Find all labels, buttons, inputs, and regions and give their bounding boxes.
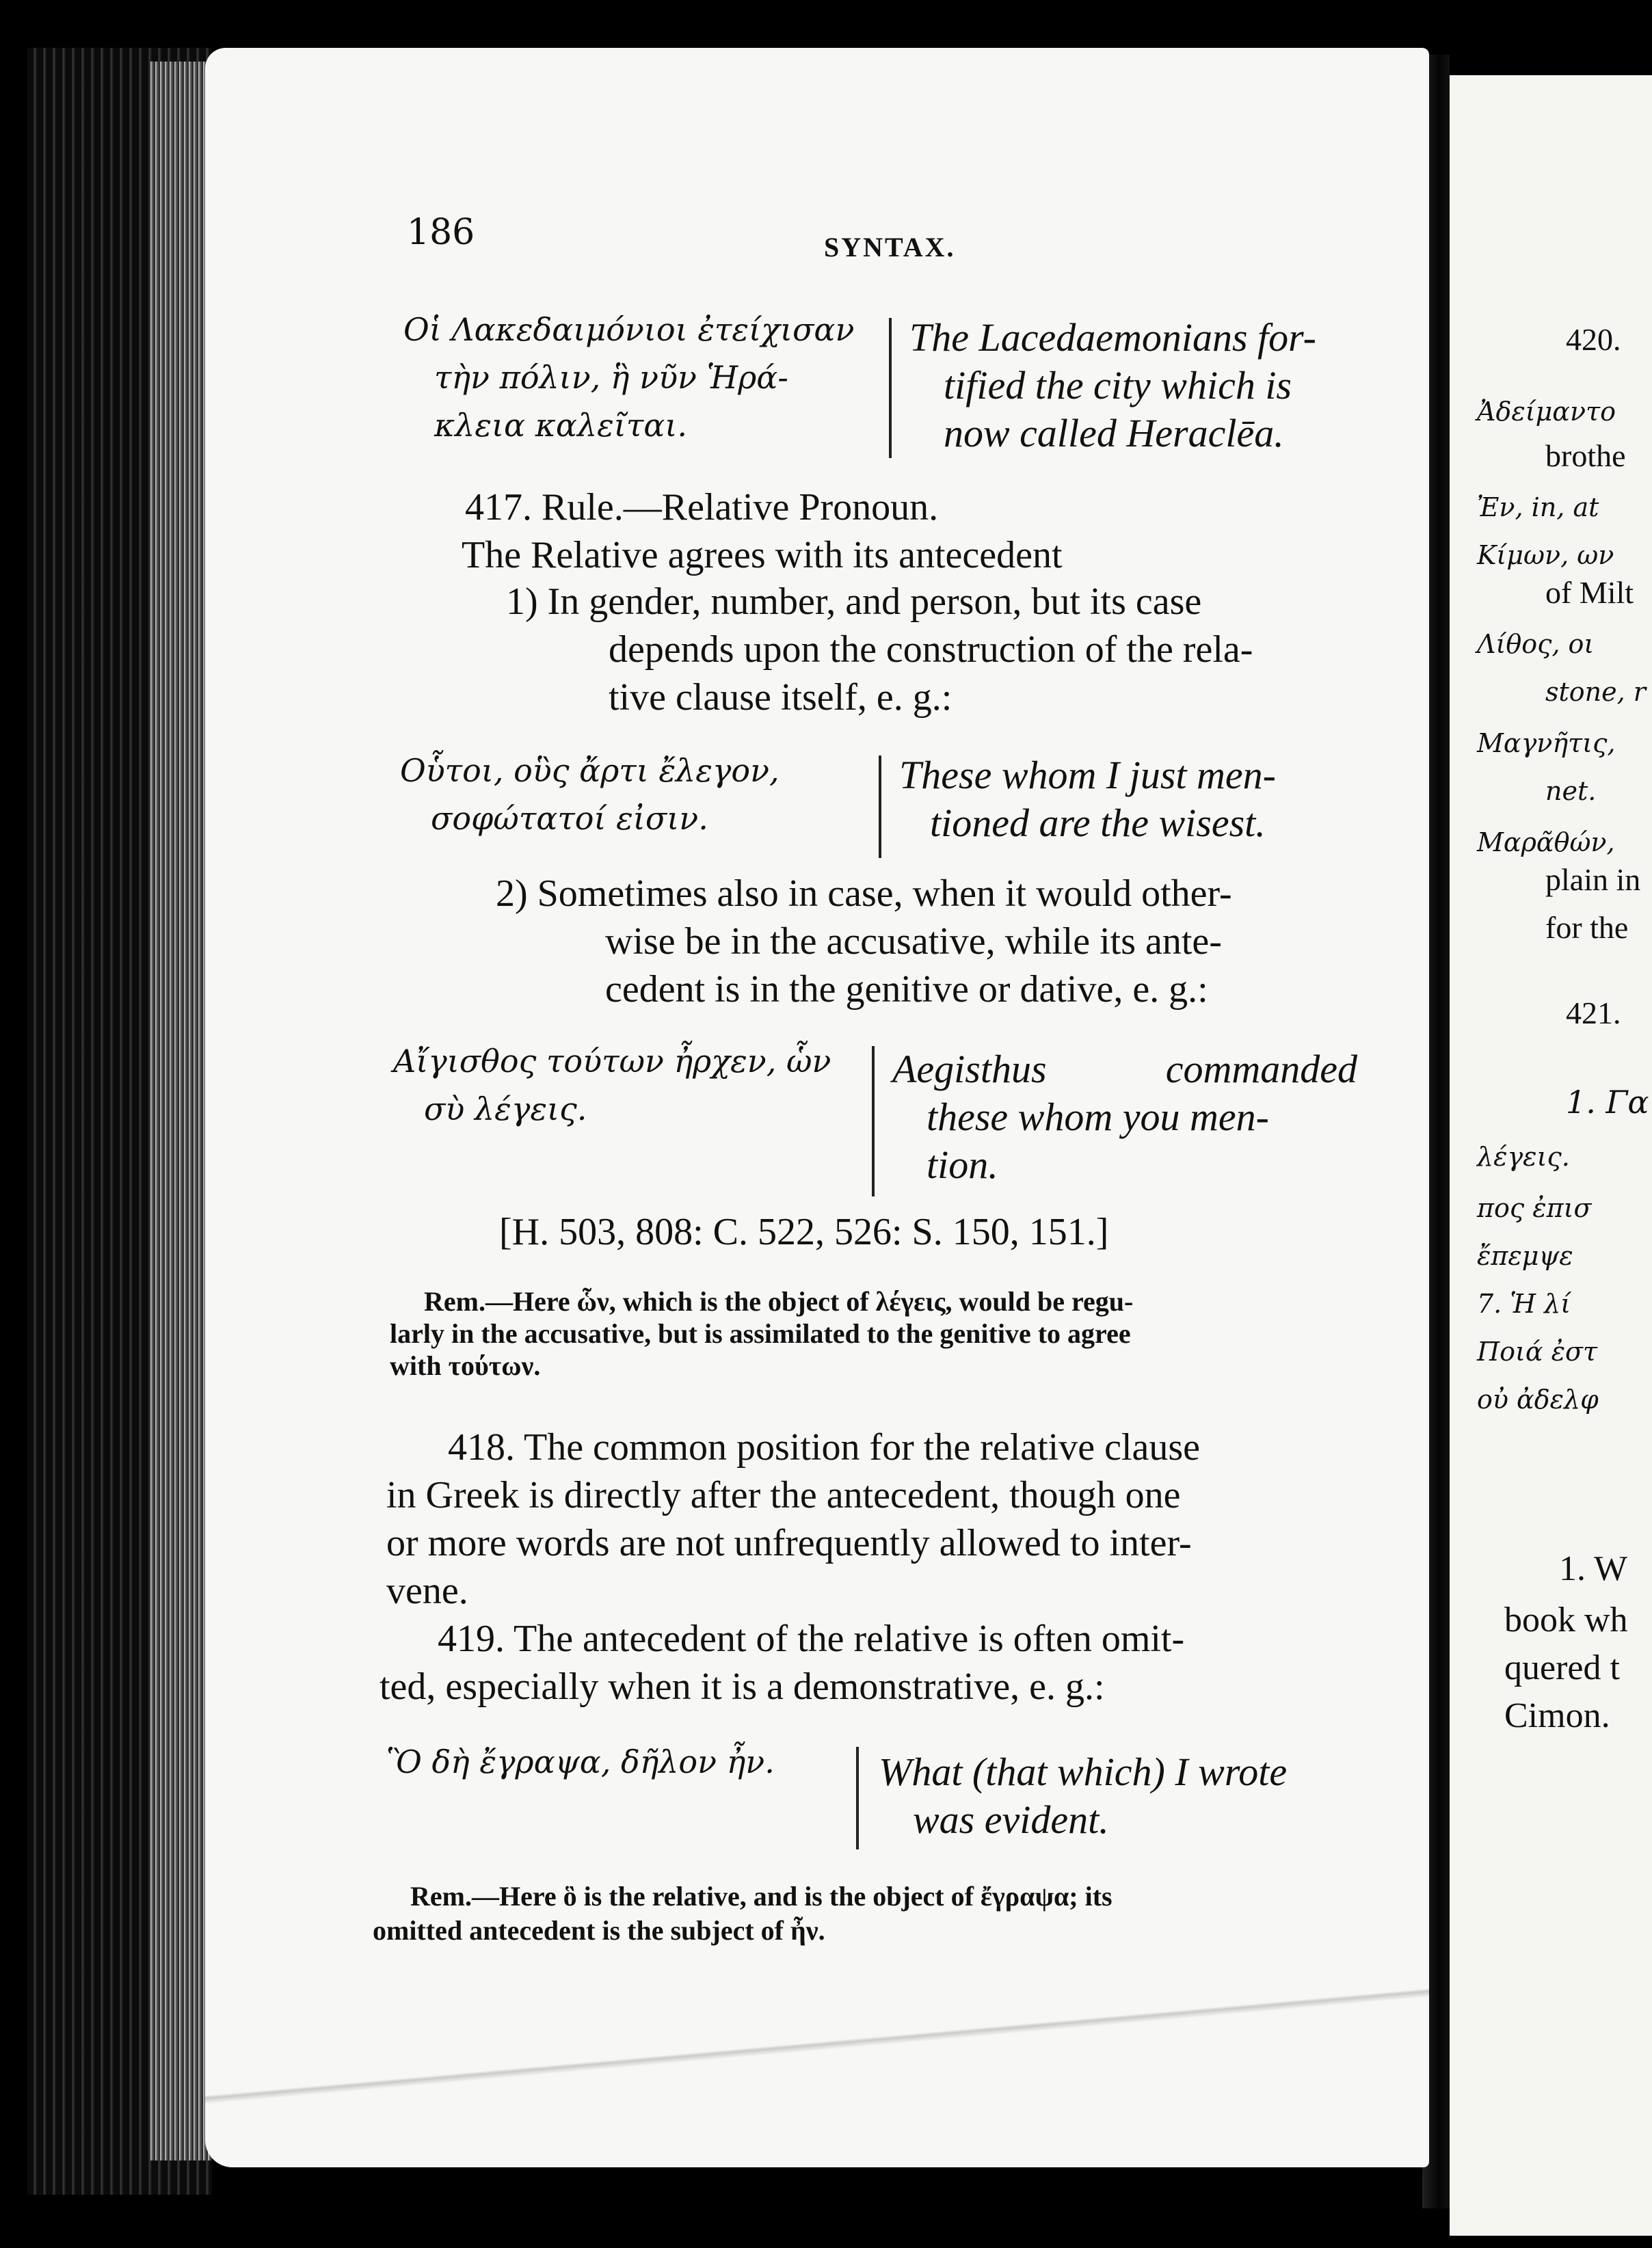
right-page-line: 1. W bbox=[1559, 1549, 1628, 1588]
right-page-line: quered t bbox=[1504, 1648, 1620, 1687]
right-page-line: πος ἐπισ bbox=[1477, 1193, 1592, 1223]
section-418-line: vene. bbox=[386, 1570, 468, 1612]
right-page-line: 420. bbox=[1566, 322, 1621, 357]
right-page-line: ἔπεμψε bbox=[1477, 1241, 1573, 1271]
section-418-line: 418. The common position for the relative clause bbox=[448, 1426, 1201, 1469]
rule-paragraph-line: 1) In gender, number, and person, but its case bbox=[506, 580, 1202, 623]
section-418-line: in Greek is directly after the antecedent, though one bbox=[386, 1474, 1181, 1516]
english-line: These whom I just men- bbox=[899, 753, 1276, 797]
greek-line: κλεια καλεῖται. bbox=[434, 407, 687, 444]
remark-line: omitted antecedent is the subject of ἦν. bbox=[373, 1915, 825, 1946]
right-page-line: λέγεις. bbox=[1477, 1142, 1570, 1172]
greek-line: σοφώτατοί εἰσιν. bbox=[431, 800, 708, 837]
section-418-line: or more words are not unfrequently allowed to inter- bbox=[386, 1522, 1192, 1564]
remark-line: Rem.—Here ὃ is the relative, and is the object of ἔγραψα; its bbox=[410, 1881, 1113, 1912]
right-page-line: Μαρᾶθών, bbox=[1477, 827, 1615, 857]
references: [H. 503, 808: C. 522, 526: S. 150, 151.] bbox=[499, 1211, 1109, 1253]
greek-line: Αἴγισθος τούτων ἦρχεν, ὧν bbox=[393, 1043, 831, 1080]
right-page-line: brothe bbox=[1545, 438, 1626, 473]
rule-intro: The Relative agrees with its antecedent bbox=[462, 534, 1063, 576]
right-page-line: Ποιά ἐστ bbox=[1477, 1337, 1598, 1367]
right-page-line: Μαγνῆτις, bbox=[1477, 728, 1616, 758]
page-edges-highlight bbox=[150, 62, 212, 2160]
right-page-line: stone, r bbox=[1545, 677, 1646, 707]
rule-paragraph-line: tive clause itself, e. g.: bbox=[609, 676, 952, 719]
english-line: tified the city which is bbox=[944, 363, 1292, 407]
english-line: now called Heraclēa. bbox=[944, 411, 1284, 455]
column-divider bbox=[879, 755, 881, 858]
right-page-line: Ἀδείμαντο bbox=[1477, 397, 1616, 427]
right-page-line: 421. bbox=[1566, 995, 1621, 1030]
remark-line: with τούτων. bbox=[390, 1350, 541, 1381]
right-page-line: plain in bbox=[1545, 862, 1641, 897]
right-page-line: Ἐν, in, at bbox=[1477, 492, 1599, 522]
right-page-line: Cimon. bbox=[1504, 1696, 1610, 1735]
section-419-line: 419. The antecedent of the relative is often omit- bbox=[438, 1618, 1185, 1660]
english-line: was evident. bbox=[913, 1797, 1109, 1842]
greek-line: Οὗτοι, οὓς ἄρτι ἔλεγον, bbox=[400, 752, 780, 789]
greek-line: Ὃ δὴ ἔγραψα, δῆλον ἦν. bbox=[386, 1743, 775, 1780]
remark-line: larly in the accusative, but is assimilated to the genitive to agree bbox=[390, 1318, 1131, 1349]
rule-paragraph-line: wise be in the accusative, while its ante- bbox=[605, 920, 1222, 963]
rule-paragraph-line: cedent is in the genitive or dative, e. g.: bbox=[605, 968, 1208, 1011]
right-page-line: book wh bbox=[1504, 1601, 1628, 1640]
greek-line: Οἱ Λακεδαιμόνιοι ἐτείχισαν bbox=[403, 311, 855, 348]
english-line: tion. bbox=[927, 1142, 998, 1187]
running-title: SYNTAX. bbox=[824, 232, 956, 263]
greek-line: τὴν πόλιν, ἣ νῦν Ἡρά- bbox=[434, 359, 788, 396]
right-page-line: Λίθος, οι bbox=[1477, 629, 1595, 659]
right-page-line: of Milt bbox=[1545, 575, 1634, 610]
english-line: these whom you men- bbox=[927, 1095, 1269, 1139]
left-page bbox=[205, 48, 1429, 2167]
right-page-line: Κίμων, ων bbox=[1477, 540, 1614, 570]
right-page-line: οὐ ἀδελφ bbox=[1477, 1384, 1599, 1415]
greek-line: σὺ λέγεις. bbox=[424, 1090, 587, 1127]
column-divider bbox=[889, 318, 892, 458]
english-line: What (that which) I wrote bbox=[879, 1750, 1288, 1794]
right-page-line: for the bbox=[1545, 910, 1629, 945]
english-line: Aegisthus commanded bbox=[892, 1047, 1357, 1091]
page-number: 186 bbox=[407, 212, 475, 253]
right-page bbox=[1450, 75, 1652, 2236]
remark-line: Rem.—Here ὧν, which is the object of λέγεις, would be regu- bbox=[424, 1286, 1134, 1317]
right-page-line: net. bbox=[1545, 776, 1597, 806]
column-divider bbox=[872, 1046, 875, 1196]
section-419-line: ted, especially when it is a demonstrative, e. g.: bbox=[379, 1665, 1105, 1708]
column-divider bbox=[856, 1747, 859, 1849]
rule-paragraph-line: 2) Sometimes also in case, when it would other- bbox=[496, 872, 1232, 915]
rule-paragraph-line: depends upon the construction of the rela- bbox=[609, 628, 1253, 671]
right-page-line: 7. Ἡ λί bbox=[1477, 1289, 1571, 1319]
right-page-line: 1. Γα bbox=[1566, 1084, 1649, 1121]
english-line: The Lacedaemonians for- bbox=[909, 315, 1316, 360]
rule-heading: 417. Rule.—Relative Pronoun. bbox=[465, 486, 939, 528]
english-line: tioned are the wisest. bbox=[930, 801, 1266, 845]
